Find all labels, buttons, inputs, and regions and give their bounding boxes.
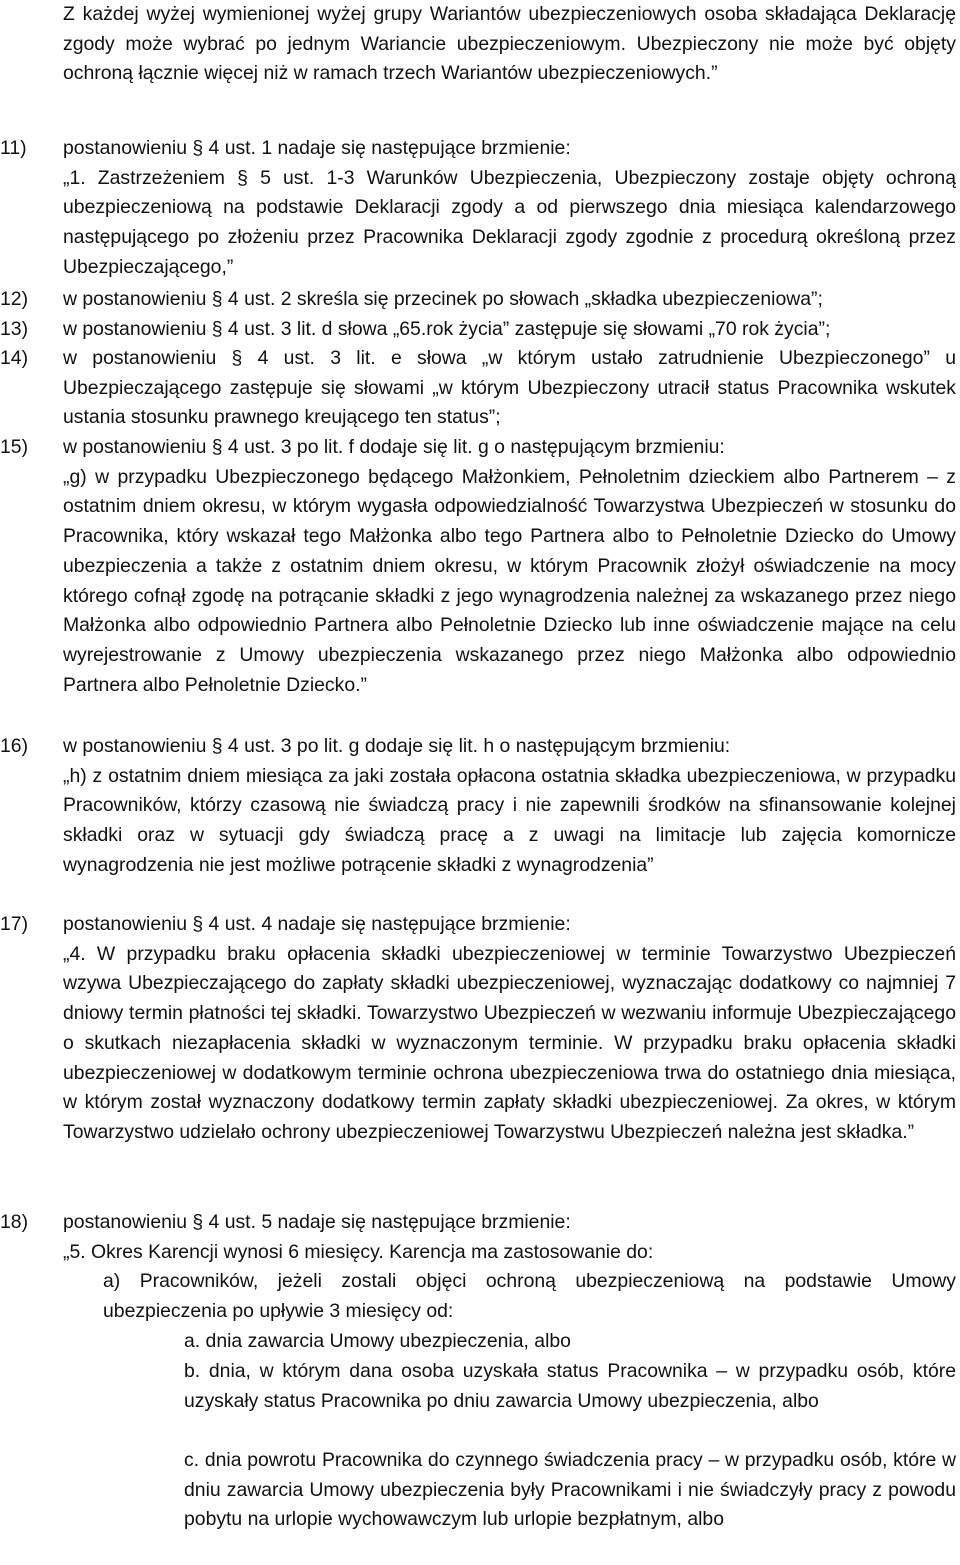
item-number: 11) <box>0 137 27 159</box>
list-subitem-c: c. dnia powrotu Pracownika do czynnego świadczenia pracy – w przypadku osób, które w dniu zawarcia Umowy ubezpieczenia były Pracownikami i nie świadczyły pracy z powodu pobytu na urlopie wychowawczym lub urlopie bezpłatnym, albo <box>184 1449 956 1531</box>
item-quote-intro: „5. Okres Karencji wynosi 6 miesięcy. Karencja ma zastosowanie do: <box>63 1240 654 1263</box>
item-13 <box>0 315 956 345</box>
item-heading: w postanowieniu § 4 ust. 3 lit. d słowa „65.rok życia” zastępuje się słowami „70 rok życia”; <box>63 318 831 340</box>
item-15 <box>0 433 956 700</box>
item-quote: „4. W przypadku braku opłacenia składki ubezpieczeniowej w terminie Towarzystwo Ubezpieczeń wzywa Ubezpieczającego do zapłaty składki ubezpieczeniowej, wyznaczając dodatkowy co najmniej 7 dniowy termin płatności tej składki. Towarzystwo Ubezpieczeń w wezwaniu informuje Ubezpieczającego o skutkach niezapłacenia składki w wyznaczonym terminie. W przypadku braku opłacenia składki ubezpieczeniowej w dodatkowym terminie ochrona ubezpieczeniowa trwa do ostatniego dnia miesiąca, w którym został wyznaczony dodatkowy termin zapłaty składki ubezpieczeniowej. Za okres, w którym Towarzystwo udzielało ochrony ubezpieczeniowej Towarzystwu Ubezpieczeń należna jest składka.” <box>63 942 956 1143</box>
item-number: 14) <box>0 347 29 369</box>
item-14 <box>0 344 956 433</box>
item-heading: postanowieniu § 4 ust. 1 nadaje się następujące brzmienie: <box>63 137 571 159</box>
intro-paragraph: Z każdej wyżej wymienionej wyżej grupy Wariantów ubezpieczeniowych osoba składająca Deklarację zgody może wybrać po jednym Wariancie ubezpieczeniowym. Ubezpieczony nie może być objęty ochroną łącznie więcej niż w ramach trzech Wariantów ubezpieczeniowych.” <box>63 3 956 85</box>
item-heading: w postanowieniu § 4 ust. 3 lit. e słowa „w którym ustało zatrudnienie Ubezpieczonego” u Ubezpieczającego zastępuje się słowami „w którym Ubezpieczony utracił status Pracownika wskutek ustania stosunku prawnego kreującego ten status”; <box>63 347 956 429</box>
item-heading: postanowieniu § 4 ust. 4 nadaje się następujące brzmienie: <box>63 913 571 935</box>
item-number: 18) <box>0 1211 29 1233</box>
item-quote: „h) z ostatnim dniem miesiąca za jaki została opłacona ostatnia składka ubezpieczeniowa, w przypadku Pracowników, którzy czasową nie świadczą pracy i nie zapewnili środków na sfinansowanie kolejnej składki oraz w sytuacji gdy świadczą pracę a z uwagi na limitacje lub zajęcia komornicze wynagrodzenia nie jest możliwe potrącenie składki z wynagrodzenia” <box>63 764 956 876</box>
item-heading: postanowieniu § 4 ust. 5 nadaje się następujące brzmienie: <box>63 1211 571 1233</box>
list-item-a: a) Pracowników, jeżeli zostali objęci ochroną ubezpieczeniową na podstawie Umowy ubezpieczenia po upływie 3 miesięcy od: <box>103 1270 956 1322</box>
item-16 <box>0 732 956 881</box>
item-11 <box>0 134 956 283</box>
item-18 <box>0 1208 956 1267</box>
item-12 <box>0 285 956 315</box>
item-quote: „1. Zastrzeżeniem § 5 ust. 1-3 Warunków Ubezpieczenia, Ubezpieczony zostaje objęty ochroną ubezpieczeniową na podstawie Deklaracji zgody a od pierwszego dnia miesiąca kalendarzowego następującego po złożeniu przez Pracownika Deklaracji zgody zgodnie z procedurą określoną przez Ubezpieczającego,” <box>63 166 956 278</box>
item-number: 12) <box>0 288 29 310</box>
item-number: 17) <box>0 913 29 935</box>
item-heading: w postanowieniu § 4 ust. 2 skreśla się przecinek po słowach „składka ubezpieczeniowa”; <box>63 288 823 310</box>
item-quote: „g) w przypadku Ubezpieczonego będącego Małżonkiem, Pełnoletnim dzieckiem albo Partnerem – z ostatnim dniem okresu, w którym wygasła odpowiedzialność Towarzystwa Ubezpieczeń w stosunku do Pracownika, który wskazał tego Małżonka albo tego Partnera albo to Pełnoletnie Dziecko do Umowy ubezpieczenia a także z ostatnim dniem okresu, w którym Pracownik złożył oświadczenie na mocy którego cofnął zgodę na potrącanie składki z jego wynagrodzenia należnej za wskazanego przez niego Małżonka albo odpowiednio Partnera albo Pełnoletnie Dziecko lub inne oświadczenie mające na celu wyrejestrowanie z Umowy ubezpieczenia wskazanego przez niego Małżonka albo odpowiednio Partnera albo Pełnoletnie Dziecko.” <box>63 465 956 696</box>
item-17 <box>0 910 956 1148</box>
item-heading: w postanowieniu § 4 ust. 3 po lit. f dodaje się lit. g o następującym brzmieniu: <box>63 436 725 458</box>
item-number: 15) <box>0 436 29 458</box>
list-subitem-a: a. dnia zawarcia Umowy ubezpieczenia, albo <box>184 1330 571 1352</box>
item-heading: w postanowieniu § 4 ust. 3 po lit. g dodaje się lit. h o następującym brzmieniu: <box>63 735 731 757</box>
list-subitem-b: b. dnia, w którym dana osoba uzyskała status Pracownika – w przypadku osób, które uzyskały status Pracownika po dniu zawarcia Umowy ubezpieczenia, albo <box>184 1360 956 1412</box>
item-number: 13) <box>0 318 29 340</box>
item-number: 16) <box>0 735 29 757</box>
